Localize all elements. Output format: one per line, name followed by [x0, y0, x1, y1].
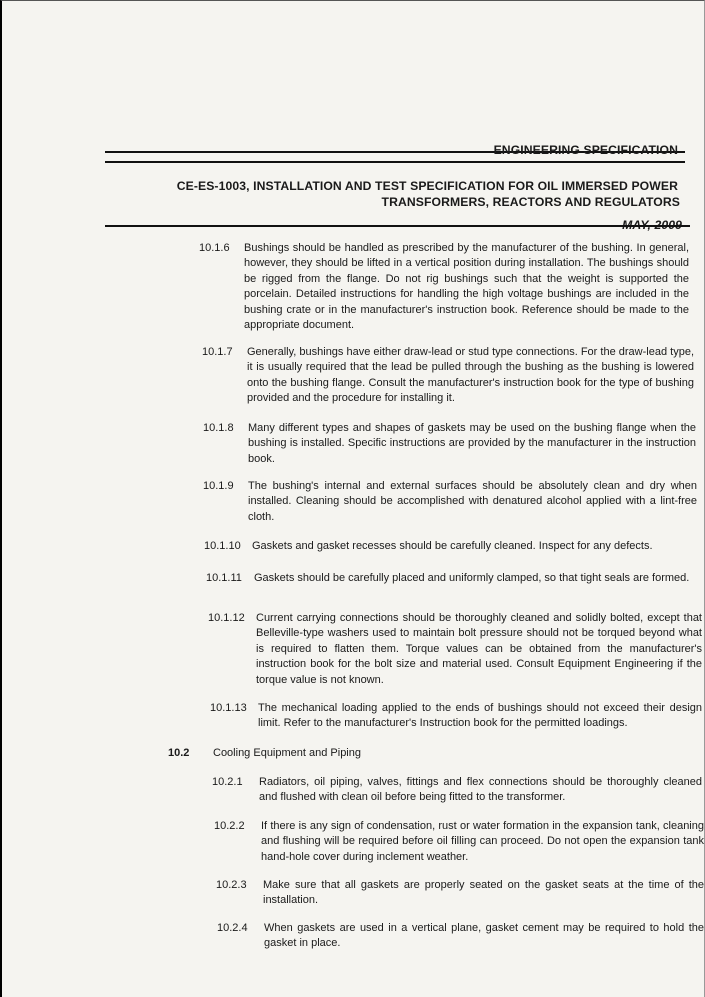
paragraph-number: 10.2.1	[212, 776, 243, 788]
doc-title-line2: TRANSFORMERS, REACTORS AND REGULATORS	[381, 195, 680, 209]
header-mid-rule	[105, 161, 685, 163]
paragraph-text: If there is any sign of condensation, rust or water formation in the expansion tank, cleaning and flushing will be required before oil filling can proceed. Do not open the expansion tank hand-hole cover during inclement weather.	[261, 820, 704, 863]
paragraph-number: 10.1.7	[202, 346, 233, 358]
paragraph-text: Make sure that all gaskets are properly seated on the gasket seats at the time of the installation.	[263, 879, 704, 907]
paragraph-number: 10.1.6	[199, 242, 230, 254]
paragraph-number: 10.1.9	[203, 480, 234, 492]
section-title: Cooling Equipment and Piping	[213, 747, 361, 759]
paragraph-number: 10.2.4	[217, 922, 248, 934]
paragraph-number: 10.1.11	[206, 572, 242, 584]
header-bottom-rule	[105, 225, 690, 227]
paragraph-text: When gaskets are used in a vertical plane, gasket cement may be required to hold the gasket in place.	[264, 922, 704, 950]
section-10-2-heading	[168, 747, 568, 763]
paragraph-text: Many different types and shapes of gaskets may be used on the bushing flange when the bushing is installed. Specific instructions are provided by the manufacturer in the instruction book.	[248, 422, 696, 465]
paragraph-number: 10.1.13	[210, 702, 247, 714]
paragraph-text: Radiators, oil piping, valves, fittings and flex connections should be thoroughly cleaned and flushed with clean oil before being fitted to the transformer.	[259, 776, 702, 804]
paragraph-text: Generally, bushings have either draw-lead or stud type connections. For the draw-lead type, it is usually required that the lead be pulled through the bushing as the bushing is lowered onto the bushing flange. Consult the manufacturer's instruction book for the type of bushing provided and the procedure for installing it.	[247, 346, 694, 405]
paragraph-number: 10.2.3	[216, 879, 247, 891]
section-number: 10.2	[168, 747, 190, 759]
paragraph-number: 10.1.10	[204, 540, 241, 552]
paragraph-text: The mechanical loading applied to the ends of bushings should not exceed their design limit. Refer to the manufacturer's Instruction book for the permitted loadings.	[258, 702, 702, 730]
spec-title: ENGINEERING SPECIFICATION	[493, 143, 678, 157]
doc-title-line1: CE-ES-1003, INSTALLATION AND TEST SPECIFICATION FOR OIL IMMERSED POWER	[176, 179, 678, 193]
paragraph-text: Bushings should be handled as prescribed by the manufacturer of the bushing. In general, however, they should be lifted in a vertical position during installation. The bushings should be rigged from the flange. Do not rig bushings such that the weight is supported the porcelain. Detailed instructions for handling the high voltage bushings are included in the bushing crate or in the manufacturer's instruction book. Reference should be made to the appropriate document.	[244, 242, 689, 332]
paragraph-text: Current carrying connections should be thoroughly cleaned and solidly bolted, except that Belleville-type washers used to maintain bolt pressure should not be torqued beyond what is required to flatten them. Torque values can be obtained from the manufacturer's instruction book for the bolt size and material used. Consult Equipment Engineering if the torque value is not known.	[256, 612, 702, 686]
paragraph-number: 10.2.2	[214, 820, 245, 832]
paragraph-text: Gaskets and gasket recesses should be carefully cleaned. Inspect for any defects.	[252, 540, 653, 552]
paragraph-number: 10.1.8	[203, 422, 234, 434]
paragraph-text: The bushing's internal and external surfaces should be absolutely clean and dry when installed. Cleaning should be accomplished with denatured alcohol applied with a lint-free cloth.	[248, 480, 697, 523]
paragraph-number: 10.1.12	[208, 612, 245, 624]
paragraph-text: Gaskets should be carefully placed and uniformly clamped, so that tight seals are formed.	[254, 572, 690, 584]
